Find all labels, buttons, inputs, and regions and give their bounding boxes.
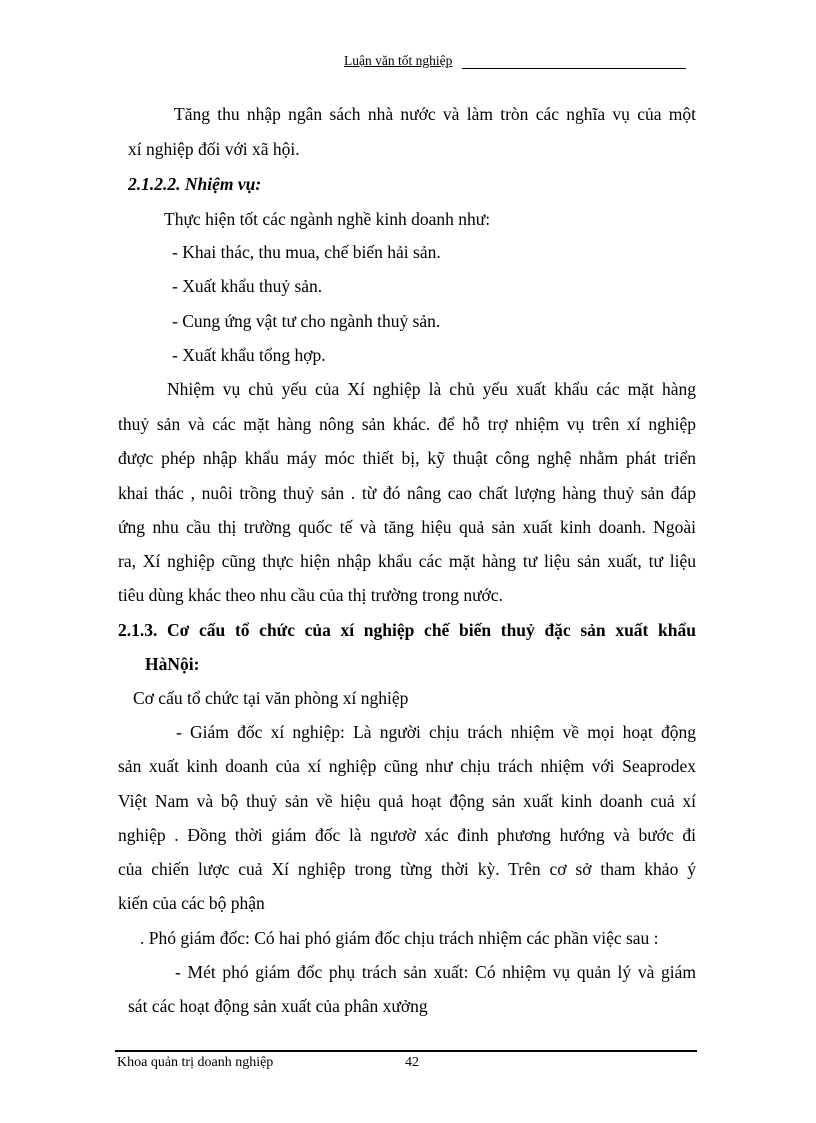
paragraph-line: Cơ cấu tổ chức tại văn phòng xí nghiệp: [133, 688, 409, 708]
header-rule: [462, 68, 686, 69]
paragraph-line: - Mét phó giám đốc phụ trách sản xuất: Có nhiệm vụ quản lý và giám: [175, 962, 696, 982]
paragraph-line: tiêu dùng khác theo nhu cầu của thị trường trong nước.: [118, 585, 503, 605]
header-title: Luận văn tốt nghiệp: [344, 53, 453, 68]
section-heading: 2.1.2.2. Nhiệm vụ:: [128, 174, 262, 194]
footer-rule: [115, 1050, 697, 1052]
paragraph-line: Tăng thu nhập ngân sách nhà nước và làm tròn các nghĩa vụ của một: [174, 104, 696, 124]
paragraph-line: xí nghiệp đối với xã hội.: [128, 139, 300, 159]
section-heading-cont: HàNội:: [145, 654, 200, 674]
paragraph-line: sát các hoạt động sản xuất của phân xưởng: [128, 996, 428, 1016]
paragraph-line: sản xuất kinh doanh của xí nghiệp cũng như chịu trách nhiệm với Seaprodex: [118, 756, 696, 776]
paragraph-line: - Giám đốc xí nghiệp: Là người chịu trách nhiệm về mọi hoạt động: [176, 722, 696, 742]
paragraph-line: . Phó giám đốc: Có hai phó giám đốc chịu trách nhiệm các phần việc sau :: [140, 928, 659, 948]
footer-department: Khoa quản trị doanh nghiệp: [117, 1055, 274, 1070]
paragraph-line: kiến của các bộ phận: [118, 893, 265, 913]
page-number: 42: [405, 1055, 419, 1070]
list-item: - Xuất khẩu tổng hợp.: [172, 345, 326, 365]
list-item: - Xuất khẩu thuỷ sản.: [172, 276, 323, 296]
list-item: - Cung ứng vật tư cho ngành thuỷ sản.: [172, 311, 441, 331]
paragraph-line: khai thác , nuôi trồng thuỷ sản . từ đó nâng cao chất lượng hàng thuỷ sản đáp: [118, 483, 696, 503]
paragraph-line: nghiệp . Đồng thời giám đốc là ngươờ xác đinh phương hướng và bước đi: [118, 825, 696, 845]
paragraph-line: thuỷ sản và các mặt hàng nông sản khác. để hỗ trợ nhiệm vụ trên xí nghiệp: [118, 414, 696, 434]
paragraph-line: được phép nhập khẩu máy móc thiết bị, kỹ thuật công nghệ nhằm phát triển: [118, 448, 696, 468]
paragraph-line: ra, Xí nghiệp cũng thực hiện nhập khẩu các mặt hàng tư liệu sản xuất, tư liệu: [118, 551, 696, 571]
paragraph-line: ứng nhu cầu thị trường quốc tế và tăng hiệu quả sản xuất kinh doanh. Ngoài: [118, 517, 696, 537]
list-item: - Khai thác, thu mua, chế biến hải sản.: [172, 242, 441, 262]
paragraph-line: Nhiệm vụ chủ yếu của Xí nghiệp là chủ yếu xuất khẩu các mặt hàng: [167, 379, 696, 399]
section-heading: 2.1.3. Cơ cấu tổ chức của xí nghiệp chế biến thuỷ đặc sản xuất khẩu: [118, 620, 696, 640]
paragraph-line: Thực hiện tốt các ngành nghề kinh doanh như:: [164, 209, 491, 229]
paragraph-line: Việt Nam và bộ thuỷ sản về hiệu quả hoạt động sản xuất kinh doanh cuả xí: [118, 791, 696, 811]
paragraph-line: của chiến lược cuả Xí nghiệp trong từng thời kỳ. Trên cơ sở tham khảo ý: [118, 859, 696, 879]
